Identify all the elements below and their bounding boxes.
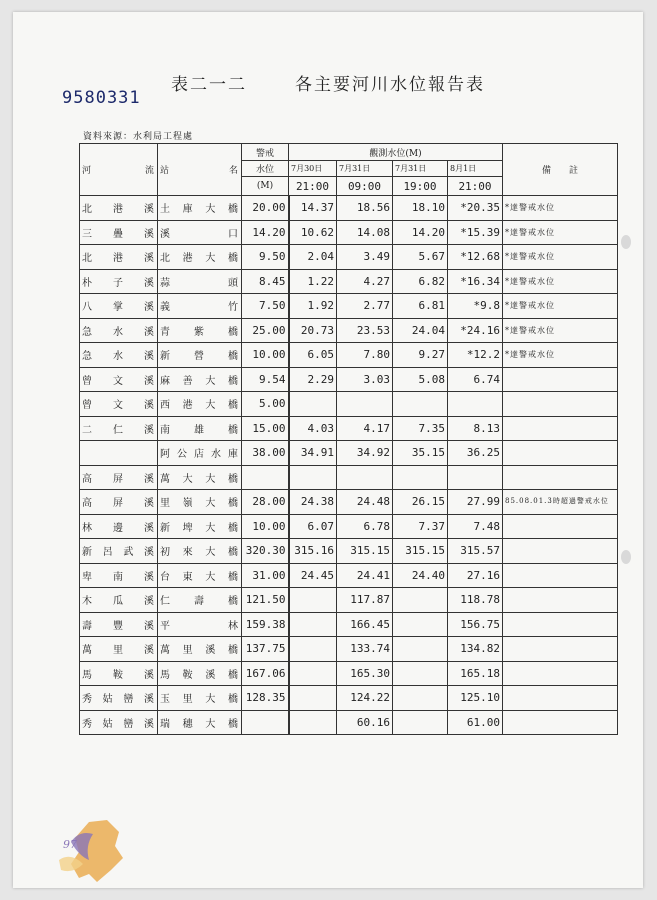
row-level-0731-0900: 24.48 bbox=[337, 490, 393, 515]
row-remark bbox=[503, 563, 618, 588]
row-level-0731-0900: 165.30 bbox=[337, 661, 393, 686]
row-remark bbox=[503, 710, 618, 735]
row-remark bbox=[503, 416, 618, 441]
row-station: 玉里大橋 bbox=[158, 686, 242, 711]
watermark-logo-icon bbox=[49, 812, 133, 890]
row-remark bbox=[503, 686, 618, 711]
row-remark: *達警戒水位 bbox=[503, 318, 618, 343]
row-warning-level: 5.00 bbox=[242, 392, 289, 417]
svg-text:97: 97 bbox=[63, 838, 77, 851]
row-station: 麻善大橋 bbox=[158, 367, 242, 392]
table-row bbox=[80, 294, 618, 319]
row-remark: *達警戒水位 bbox=[503, 269, 618, 294]
header-date-3: 7月31日 bbox=[393, 161, 448, 177]
row-warning-level: 159.38 bbox=[242, 612, 289, 637]
table-row bbox=[80, 441, 618, 466]
row-remark: *達警戒水位 bbox=[503, 294, 618, 319]
row-warning-level: 121.50 bbox=[242, 588, 289, 613]
row-level-0801-2100: 134.82 bbox=[448, 637, 503, 662]
row-warning-level: 14.20 bbox=[242, 220, 289, 245]
row-river: 高屏溪 bbox=[80, 465, 158, 490]
row-station: 瑞穗大橋 bbox=[158, 710, 242, 735]
row-level-0731-0900 bbox=[337, 392, 393, 417]
row-level-0730-2100 bbox=[289, 637, 337, 662]
row-level-0731-0900: 4.27 bbox=[337, 269, 393, 294]
header-time-4: 21:00 bbox=[448, 177, 503, 196]
row-level-0801-2100: *12.68 bbox=[448, 245, 503, 270]
row-level-0731-0900: 3.03 bbox=[337, 367, 393, 392]
row-warning-level: 28.00 bbox=[242, 490, 289, 515]
row-level-0731-1900 bbox=[393, 710, 448, 735]
header-river: 河 流 bbox=[80, 144, 158, 196]
row-remark: *達警戒水位 bbox=[503, 220, 618, 245]
header-observed: 觀測水位(M) bbox=[289, 144, 503, 161]
document-page bbox=[13, 12, 643, 888]
table-row bbox=[80, 220, 618, 245]
row-river bbox=[80, 441, 158, 466]
table-row bbox=[80, 196, 618, 221]
row-station: 南雄橋 bbox=[158, 416, 242, 441]
table-body bbox=[80, 196, 618, 735]
table-row bbox=[80, 490, 618, 515]
row-level-0801-2100: 315.57 bbox=[448, 539, 503, 564]
table-row bbox=[80, 343, 618, 368]
row-station: 青紫橋 bbox=[158, 318, 242, 343]
row-remark bbox=[503, 637, 618, 662]
row-level-0801-2100: 165.18 bbox=[448, 661, 503, 686]
row-warning-level: 25.00 bbox=[242, 318, 289, 343]
row-river: 林邊溪 bbox=[80, 514, 158, 539]
row-station: 蒜頭 bbox=[158, 269, 242, 294]
row-level-0730-2100: 14.37 bbox=[289, 196, 337, 221]
row-station: 台東大橋 bbox=[158, 563, 242, 588]
row-level-0731-0900 bbox=[337, 465, 393, 490]
row-river: 二仁溪 bbox=[80, 416, 158, 441]
table-number: 表二一二 bbox=[171, 75, 247, 95]
row-river: 北港溪 bbox=[80, 245, 158, 270]
header-date-1: 7月30日 bbox=[289, 161, 337, 177]
row-level-0731-0900: 3.49 bbox=[337, 245, 393, 270]
row-warning-level: 10.00 bbox=[242, 514, 289, 539]
row-level-0801-2100: 7.48 bbox=[448, 514, 503, 539]
row-level-0731-1900: 24.40 bbox=[393, 563, 448, 588]
table-row bbox=[80, 661, 618, 686]
row-warning-level bbox=[242, 710, 289, 735]
row-level-0731-1900: 9.27 bbox=[393, 343, 448, 368]
row-level-0731-1900: 18.10 bbox=[393, 196, 448, 221]
row-warning-level bbox=[242, 465, 289, 490]
row-river: 曾文溪 bbox=[80, 367, 158, 392]
row-warning-level: 137.75 bbox=[242, 637, 289, 662]
row-level-0731-0900: 124.22 bbox=[337, 686, 393, 711]
row-warning-level: 20.00 bbox=[242, 196, 289, 221]
row-remark bbox=[503, 539, 618, 564]
row-level-0731-1900 bbox=[393, 465, 448, 490]
row-warning-level: 167.06 bbox=[242, 661, 289, 686]
row-level-0731-0900: 117.87 bbox=[337, 588, 393, 613]
row-level-0730-2100: 315.16 bbox=[289, 539, 337, 564]
row-river: 萬里溪 bbox=[80, 637, 158, 662]
row-level-0731-1900: 26.15 bbox=[393, 490, 448, 515]
row-level-0731-1900 bbox=[393, 612, 448, 637]
row-station: 萬大大橋 bbox=[158, 465, 242, 490]
row-warning-level: 8.45 bbox=[242, 269, 289, 294]
row-warning-level: 15.00 bbox=[242, 416, 289, 441]
row-remark: *達警戒水位 bbox=[503, 343, 618, 368]
header-time-3: 19:00 bbox=[393, 177, 448, 196]
row-remark bbox=[503, 392, 618, 417]
table-row bbox=[80, 392, 618, 417]
row-level-0730-2100: 10.62 bbox=[289, 220, 337, 245]
row-level-0730-2100: 34.91 bbox=[289, 441, 337, 466]
header-remarks: 備 註 bbox=[503, 144, 618, 196]
row-remark bbox=[503, 367, 618, 392]
row-level-0801-2100: 156.75 bbox=[448, 612, 503, 637]
row-level-0730-2100: 1.22 bbox=[289, 269, 337, 294]
row-warning-level: 38.00 bbox=[242, 441, 289, 466]
row-station: 初來大橋 bbox=[158, 539, 242, 564]
row-level-0730-2100: 6.07 bbox=[289, 514, 337, 539]
row-level-0730-2100 bbox=[289, 686, 337, 711]
row-station: 里嶺大橋 bbox=[158, 490, 242, 515]
row-level-0731-1900: 24.04 bbox=[393, 318, 448, 343]
row-level-0801-2100: *12.2 bbox=[448, 343, 503, 368]
row-level-0801-2100: 27.16 bbox=[448, 563, 503, 588]
row-level-0730-2100: 20.73 bbox=[289, 318, 337, 343]
row-remark: *達警戒水位 bbox=[503, 196, 618, 221]
row-remark bbox=[503, 465, 618, 490]
row-level-0801-2100: 118.78 bbox=[448, 588, 503, 613]
table-row bbox=[80, 269, 618, 294]
row-level-0730-2100 bbox=[289, 661, 337, 686]
row-level-0731-1900 bbox=[393, 392, 448, 417]
row-river: 急水溪 bbox=[80, 318, 158, 343]
data-source: 資料來源：水利局工程處 bbox=[83, 132, 194, 142]
table-row bbox=[80, 710, 618, 735]
row-level-0731-0900: 6.78 bbox=[337, 514, 393, 539]
table-row bbox=[80, 367, 618, 392]
header-warning-3: (M) bbox=[242, 177, 289, 196]
row-level-0730-2100: 24.45 bbox=[289, 563, 337, 588]
row-level-0731-0900: 24.41 bbox=[337, 563, 393, 588]
row-level-0731-1900 bbox=[393, 661, 448, 686]
row-level-0731-1900 bbox=[393, 588, 448, 613]
row-level-0731-1900: 315.15 bbox=[393, 539, 448, 564]
row-level-0731-0900: 166.45 bbox=[337, 612, 393, 637]
row-level-0730-2100 bbox=[289, 392, 337, 417]
row-river: 三疊溪 bbox=[80, 220, 158, 245]
row-river: 急水溪 bbox=[80, 343, 158, 368]
row-river: 秀姑巒溪 bbox=[80, 710, 158, 735]
row-level-0801-2100 bbox=[448, 465, 503, 490]
row-warning-level: 9.50 bbox=[242, 245, 289, 270]
row-remark bbox=[503, 612, 618, 637]
header-date-2: 7月31日 bbox=[337, 161, 393, 177]
row-level-0730-2100 bbox=[289, 588, 337, 613]
row-river: 馬鞍溪 bbox=[80, 661, 158, 686]
row-level-0731-1900: 6.81 bbox=[393, 294, 448, 319]
row-remark bbox=[503, 588, 618, 613]
row-level-0731-1900: 7.37 bbox=[393, 514, 448, 539]
row-level-0731-0900: 14.08 bbox=[337, 220, 393, 245]
table-row bbox=[80, 588, 618, 613]
row-level-0731-0900: 4.17 bbox=[337, 416, 393, 441]
row-warning-level: 10.00 bbox=[242, 343, 289, 368]
table-row bbox=[80, 245, 618, 270]
header-station: 站 名 bbox=[158, 144, 242, 196]
row-river: 秀姑巒溪 bbox=[80, 686, 158, 711]
row-remark: 85.08.01.3時超過警戒水位 bbox=[503, 490, 618, 515]
row-station: 西港大橋 bbox=[158, 392, 242, 417]
row-level-0730-2100: 4.03 bbox=[289, 416, 337, 441]
row-level-0730-2100: 24.38 bbox=[289, 490, 337, 515]
row-level-0731-0900: 18.56 bbox=[337, 196, 393, 221]
row-remark bbox=[503, 441, 618, 466]
row-station: 溪口 bbox=[158, 220, 242, 245]
table-row bbox=[80, 539, 618, 564]
table-row bbox=[80, 514, 618, 539]
row-station: 新營橋 bbox=[158, 343, 242, 368]
row-remark: *達警戒水位 bbox=[503, 245, 618, 270]
row-remark bbox=[503, 661, 618, 686]
row-level-0801-2100: 36.25 bbox=[448, 441, 503, 466]
row-river: 北港溪 bbox=[80, 196, 158, 221]
row-station: 義竹 bbox=[158, 294, 242, 319]
row-level-0730-2100 bbox=[289, 710, 337, 735]
row-river: 曾文溪 bbox=[80, 392, 158, 417]
row-level-0731-0900: 2.77 bbox=[337, 294, 393, 319]
row-level-0801-2100: *9.8 bbox=[448, 294, 503, 319]
row-station: 馬鞍溪橋 bbox=[158, 661, 242, 686]
row-river: 木瓜溪 bbox=[80, 588, 158, 613]
row-level-0731-0900: 60.16 bbox=[337, 710, 393, 735]
row-level-0801-2100: 125.10 bbox=[448, 686, 503, 711]
table-row bbox=[80, 686, 618, 711]
table-row bbox=[80, 465, 618, 490]
row-level-0731-1900: 35.15 bbox=[393, 441, 448, 466]
row-level-0801-2100: 8.13 bbox=[448, 416, 503, 441]
row-level-0730-2100 bbox=[289, 465, 337, 490]
table-row bbox=[80, 318, 618, 343]
table-row bbox=[80, 416, 618, 441]
header-warning-1: 警戒 bbox=[242, 144, 289, 161]
row-level-0801-2100: *24.16 bbox=[448, 318, 503, 343]
row-warning-level: 320.30 bbox=[242, 539, 289, 564]
row-level-0731-0900: 23.53 bbox=[337, 318, 393, 343]
binder-hole bbox=[621, 550, 631, 564]
row-level-0731-0900: 34.92 bbox=[337, 441, 393, 466]
table-row bbox=[80, 637, 618, 662]
row-station: 土庫大橋 bbox=[158, 196, 242, 221]
row-level-0801-2100: *15.39 bbox=[448, 220, 503, 245]
table-name: 各主要河川水位報告表 bbox=[295, 75, 485, 95]
row-level-0731-1900 bbox=[393, 686, 448, 711]
row-level-0731-1900 bbox=[393, 637, 448, 662]
row-station: 平林 bbox=[158, 612, 242, 637]
row-level-0801-2100: 61.00 bbox=[448, 710, 503, 735]
row-warning-level: 31.00 bbox=[242, 563, 289, 588]
table-row bbox=[80, 612, 618, 637]
row-river: 高屏溪 bbox=[80, 490, 158, 515]
row-level-0730-2100: 1.92 bbox=[289, 294, 337, 319]
row-river: 壽豐溪 bbox=[80, 612, 158, 637]
row-station: 阿公店水庫 bbox=[158, 441, 242, 466]
row-station: 新埤大橋 bbox=[158, 514, 242, 539]
table-row bbox=[80, 563, 618, 588]
row-warning-level: 9.54 bbox=[242, 367, 289, 392]
row-level-0801-2100 bbox=[448, 392, 503, 417]
binder-hole bbox=[621, 235, 631, 249]
water-level-table bbox=[79, 143, 618, 735]
row-station: 萬里溪橋 bbox=[158, 637, 242, 662]
row-river: 新呂武溪 bbox=[80, 539, 158, 564]
row-station: 仁壽橋 bbox=[158, 588, 242, 613]
header-time-1: 21:00 bbox=[289, 177, 337, 196]
row-level-0731-1900: 14.20 bbox=[393, 220, 448, 245]
row-level-0731-1900: 5.67 bbox=[393, 245, 448, 270]
row-river: 卑南溪 bbox=[80, 563, 158, 588]
row-level-0730-2100: 2.04 bbox=[289, 245, 337, 270]
header-warning-2: 水位 bbox=[242, 161, 289, 177]
row-level-0801-2100: *20.35 bbox=[448, 196, 503, 221]
row-level-0731-1900: 5.08 bbox=[393, 367, 448, 392]
row-level-0730-2100 bbox=[289, 612, 337, 637]
row-remark bbox=[503, 514, 618, 539]
row-level-0731-0900: 133.74 bbox=[337, 637, 393, 662]
header-time-2: 09:00 bbox=[337, 177, 393, 196]
row-level-0801-2100: 27.99 bbox=[448, 490, 503, 515]
row-level-0731-1900: 7.35 bbox=[393, 416, 448, 441]
row-level-0801-2100: *16.34 bbox=[448, 269, 503, 294]
header-date-4: 8月1日 bbox=[448, 161, 503, 177]
row-level-0730-2100: 6.05 bbox=[289, 343, 337, 368]
document-number: 9580331 bbox=[62, 88, 141, 108]
row-level-0731-0900: 7.80 bbox=[337, 343, 393, 368]
row-level-0801-2100: 6.74 bbox=[448, 367, 503, 392]
row-level-0731-0900: 315.15 bbox=[337, 539, 393, 564]
row-warning-level: 7.50 bbox=[242, 294, 289, 319]
row-level-0730-2100: 2.29 bbox=[289, 367, 337, 392]
row-warning-level: 128.35 bbox=[242, 686, 289, 711]
row-station: 北港大橋 bbox=[158, 245, 242, 270]
row-level-0731-1900: 6.82 bbox=[393, 269, 448, 294]
row-river: 朴子溪 bbox=[80, 269, 158, 294]
row-river: 八掌溪 bbox=[80, 294, 158, 319]
